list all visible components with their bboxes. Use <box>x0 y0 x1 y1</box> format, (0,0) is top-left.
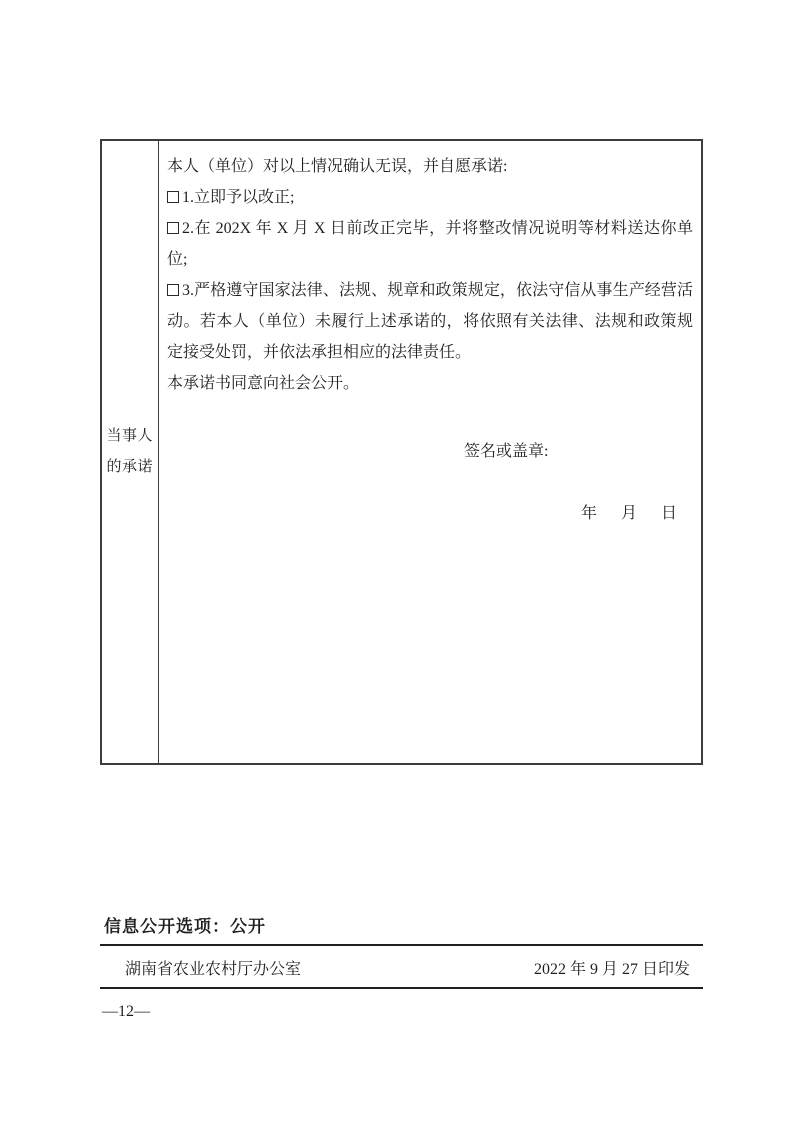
table-row-header-cell <box>102 141 159 763</box>
page-number: —12— <box>102 1003 150 1020</box>
commitment-item-text: 2.在 202X 年 X 月 X 日前改正完毕，并将整改情况说明等材料送达你单位; <box>167 220 693 268</box>
signature-or-seal-label: 签名或盖章: <box>464 443 549 460</box>
commitment-item-text: 1.立即予以改正; <box>182 189 295 206</box>
commitment-item-text: 3.严格遵守国家法律、法规、规章和政策规定，依法守信从事生产经营活动。若本人（单位）未履行上述承诺的，将依照有关法律、法规和政策规定接受处罚，并依法承担相应的法律责任。 <box>167 282 693 361</box>
info-disclosure-option: 信息公开选项：公开 <box>104 917 266 936</box>
checkbox-icon <box>167 191 179 203</box>
issuing-office: 湖南省农业农村厅办公室 <box>125 961 302 978</box>
commitment-intro: 本人（单位）对以上情况确认无误，并自愿承诺: <box>167 158 508 175</box>
commitment-item <box>167 213 693 275</box>
footer-divider-bottom <box>100 987 703 989</box>
checkbox-icon <box>167 284 179 296</box>
commitment-closing: 本承诺书同意向社会公开。 <box>167 375 360 392</box>
commitment-table <box>100 139 703 765</box>
row-label-party-commitment: 当事人的承诺 <box>106 428 154 475</box>
commitment-content-cell <box>159 141 701 763</box>
issue-date: 2022 年 9 月 27 日印发 <box>533 961 690 978</box>
commitment-item <box>167 182 693 213</box>
date-fill-in-line: 年 月 日 <box>581 505 682 522</box>
imprint-row <box>100 957 703 982</box>
checkbox-icon <box>167 222 179 234</box>
commitment-item <box>167 275 693 368</box>
footer-divider-top <box>100 944 703 946</box>
